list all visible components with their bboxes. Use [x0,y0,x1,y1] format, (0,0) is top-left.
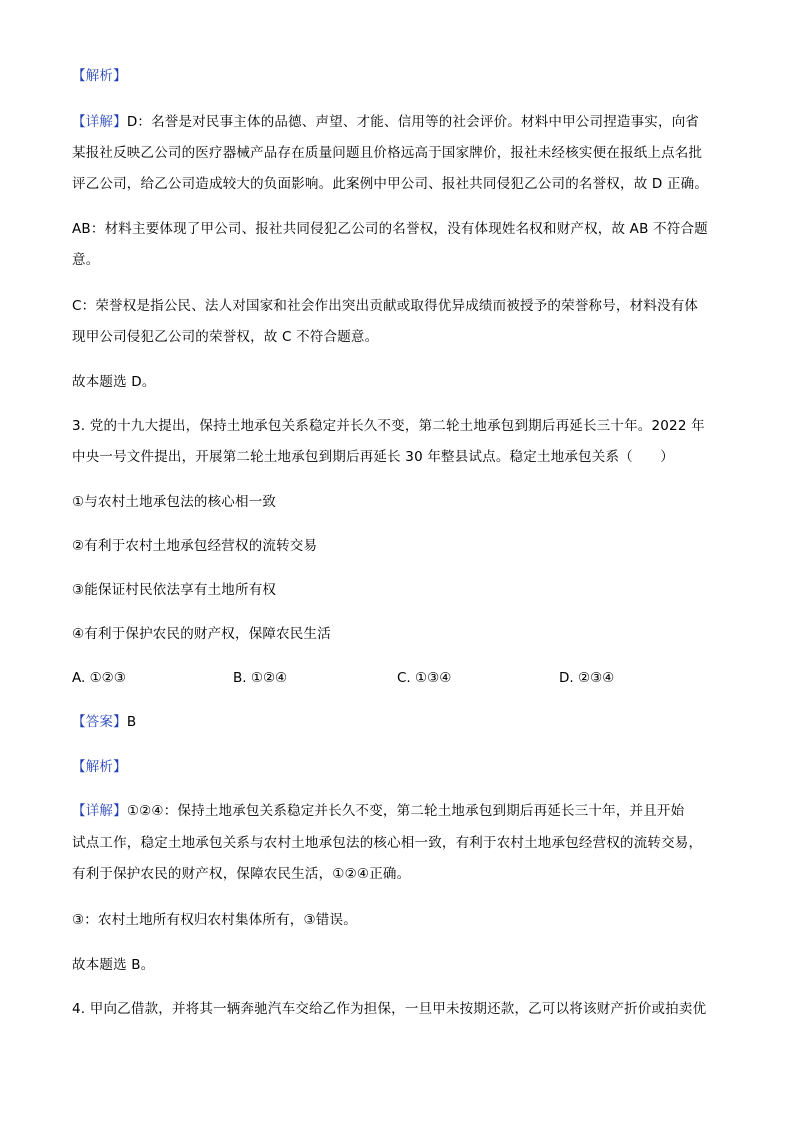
option-c-explanation: 现甲公司侵犯乙公司的荣誉权，故 C 不符合题意。 [72,329,379,345]
question-stem: 中央一号文件提出，开展第二轮土地承包到期后再延长 30 年整县试点。稳定土地承包关系（ ） [72,449,674,465]
detail-paragraph-line: 试点工作，稳定土地承包关系与农村土地承包法的核心相一致，有利于农村土地承包经营权的流转交易， [72,835,703,851]
detail-paragraph-line [72,801,684,821]
option-b: B. ①②④ [233,670,288,686]
answer-value: B [126,714,137,730]
option-ab-explanation: 意。 [72,252,100,268]
question-stem: 4. 甲向乙借款，并将其一辆奔驰汽车交给乙作为担保，一旦甲未按期还款，乙可以将该财产折价或拍卖优 [72,1001,707,1017]
wrong-item-explanation: ③：农村土地所有权归农村集体所有，③错误。 [72,912,357,928]
option-c: C. ①③④ [397,670,452,686]
detail-paragraph-line: 某报社反映乙公司的医疗器械产品存在质量问题且价格远高于国家牌价，报社未经核实便在报纸上点名批 [72,145,703,161]
detail-text: D：名誉是对民事主体的品德、声望、才能、信用等的社会评价。材料中甲公司捏造事实，向省 [126,114,700,130]
detail-paragraph-line [72,112,699,132]
statement-item: ④有利于保护农民的财产权，保障农民生活 [72,626,331,642]
answer-options [72,668,732,688]
analysis-tag: 【解析】 [72,68,127,84]
detail-paragraph-line: 有利于保护农民的财产权，保障农民生活，①②④正确。 [72,866,411,882]
detail-text: ①②④：保持土地承包关系稳定并长久不变，第二轮土地承包到期后再延长三十年，并且开始 [126,803,685,819]
detail-tag: 【详解】 [72,114,127,130]
analysis-tag: 【解析】 [72,759,127,775]
answer-line [72,712,136,732]
option-a: A. ①②③ [72,670,126,686]
option-ab-explanation: AB：材料主要体现了甲公司、报社共同侵犯乙公司的名誉权，没有体现姓名权和财产权，故 AB 不符合题 [72,221,708,237]
detail-tag: 【详解】 [72,803,127,819]
question-stem: 3. 党的十九大提出，保持土地承包关系稳定并长久不变，第二轮土地承包到期后再延长三十年。2022 年 [72,418,705,434]
option-c-explanation: C：荣誉权是指公民、法人对国家和社会作出突出贡献或取得优异成绩而被授予的荣誉称号，材料没有体 [72,298,699,314]
answer-tag: 【答案】 [72,714,127,730]
conclusion: 故本题选 D。 [72,374,156,390]
option-d: D. ②③④ [559,670,615,686]
conclusion: 故本题选 B。 [72,957,155,973]
statement-item: ①与农村土地承包法的核心相一致 [72,494,277,510]
statement-item: ②有利于农村土地承包经营权的流转交易 [72,538,318,554]
detail-paragraph-line: 评乙公司，给乙公司造成较大的负面影响。此案例中甲公司、报社共同侵犯乙公司的名誉权，故 D 正确。 [72,176,709,192]
statement-item: ③能保证村民依法享有土地所有权 [72,582,277,598]
